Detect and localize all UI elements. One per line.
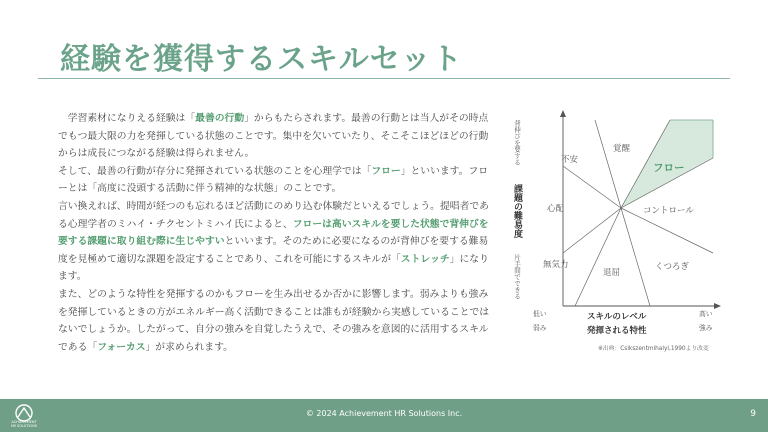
paragraph-text: また、どのような特性を発揮するのかもフローを生み出せるか否かに影響します。弱みよりも強みを発揮しているときの方がエネルギー高く活動できることは誰もが経験から実感していることではないでしょうか。したがって、自分の強みを自覚したうえで、その強みを意図的に活用するスキルである「 (58, 288, 490, 353)
paragraph-text: 学習素材になりえる経験は「 (58, 113, 196, 124)
highlight-text: フローは高いスキルを要した状態で背伸びを要する課題に取り組む際に生じやすい (58, 218, 489, 248)
x-axis-subtitle: 発揮される特性 (587, 326, 647, 336)
paragraph-text: 」が求められます。 (145, 341, 233, 353)
highlight-text: 最善の行動 (195, 113, 245, 124)
y-axis-top-label: 背伸びを要する (513, 120, 521, 166)
paragraph (58, 163, 494, 198)
y-axis-bottom-label: 片手間でできる (513, 254, 521, 300)
paragraph-text: といいます。そのために必要になるのが背伸びを要する難易度を見極めて適切な課題を設定することであり、これを可能にするスキルが「 (58, 236, 489, 265)
highlight-text: ストレッチ (400, 253, 450, 265)
zone-arousal: 覚醒 (613, 144, 631, 154)
x-axis-weakness-label: 弱み (533, 324, 547, 332)
page-title: 経験を獲得するスキルセット (60, 42, 463, 77)
source-citation: ※出典：Csikszentmihalyi,1990より改変 (598, 346, 709, 352)
paragraph-text: 」からもたらされます。最善の行動とは当人がその時点でもつ最大限の力を発揮している状態のことです。集中を欠いていたり、そこそこほどほどの行動からは成長につながる経験は得られません。 (58, 113, 489, 160)
highlight-text: フォーカス (97, 341, 146, 353)
x-axis-title: スキルのレベル (587, 312, 647, 322)
paragraph-text: 」といいます。フローとは「高度に没頭する活動に伴う精神的な状態」のことです。 (58, 165, 489, 195)
zone-worry: 心配 (547, 204, 565, 214)
logo-text: ACHIEVEMENT HR SOLUTIONS (10, 420, 38, 428)
paragraph-text: 」になります。 (58, 253, 489, 283)
paragraph (58, 286, 494, 356)
paragraph-text: そして、最善の行動が存分に発揮されている状態のことを心理学では「 (58, 165, 372, 177)
body-text (58, 110, 494, 356)
zone-control: コントロール (643, 206, 694, 216)
zone-flow: フロー (653, 162, 685, 174)
zone-relaxation: くつろぎ (655, 262, 690, 272)
zone-apathy: 無気力 (543, 260, 569, 270)
zone-anxiety: 不安 (561, 155, 579, 165)
x-axis-low-label: 低い (533, 310, 547, 318)
title-divider (38, 78, 730, 79)
y-axis-title: 課題の難易度 (512, 184, 522, 238)
copyright-text: © 2024 Achievement HR Solutions Inc. (305, 409, 463, 418)
x-axis-strength-label: 強み (699, 324, 713, 332)
x-axis-arrow (714, 303, 721, 309)
zone-boredom: 退屈 (603, 268, 621, 278)
flow-diagram (505, 108, 725, 358)
paragraph (58, 198, 494, 286)
highlight-text: フロー (371, 165, 401, 177)
page-number: 9 (750, 409, 756, 419)
paragraph-text: 言い換えれば、時間が経つのも忘れるほど活動にのめり込む体験だといえるでしょう。提唱者である心理学者のミハイ・チクセントミハイ氏によると、 (58, 200, 489, 230)
x-axis-high-label: 高い (699, 310, 713, 318)
paragraph (58, 110, 494, 163)
y-axis-arrow (560, 110, 566, 117)
footer-bar (0, 399, 768, 432)
